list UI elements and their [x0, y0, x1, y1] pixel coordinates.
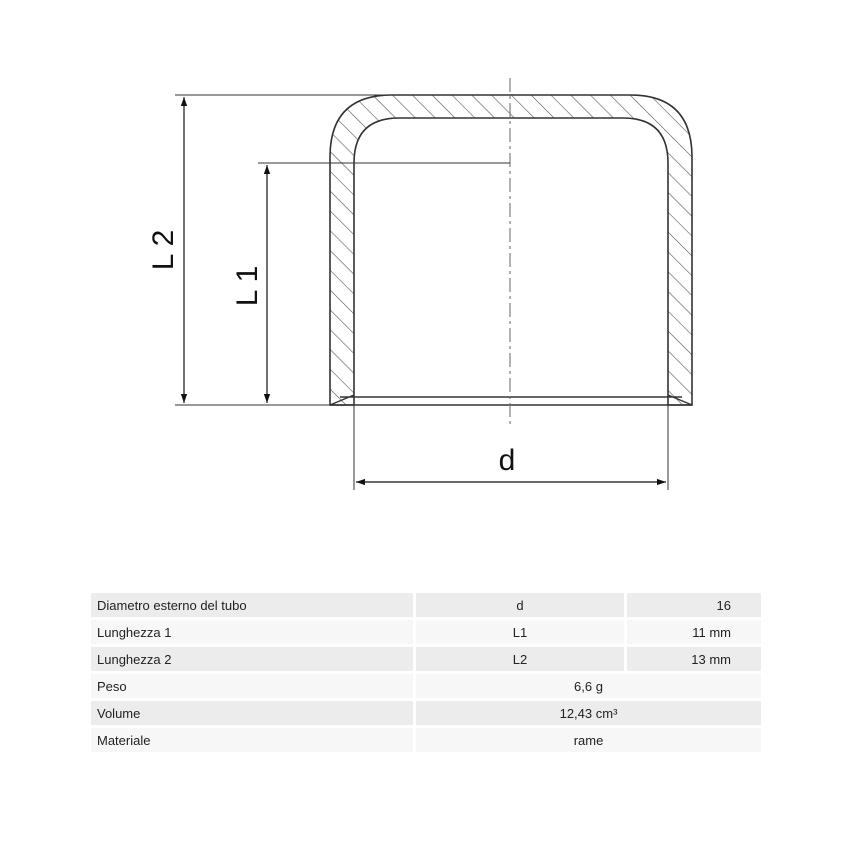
cap-bottom-rim	[330, 395, 692, 405]
spec-label: Diametro esterno del tubo	[91, 593, 413, 617]
table-row	[91, 701, 761, 725]
d-label: d	[498, 444, 516, 477]
table-row	[91, 674, 761, 698]
spec-symbol: L2	[416, 647, 624, 671]
table-row	[91, 593, 761, 617]
spec-label: Materiale	[91, 728, 413, 752]
spec-value: 6,6 g	[416, 674, 761, 698]
l1-label: L 1	[231, 265, 264, 307]
spec-value: 13 mm	[627, 647, 761, 671]
table-row	[91, 620, 761, 644]
spec-table	[88, 590, 764, 755]
spec-value: 16	[627, 593, 761, 617]
cap-wall-section	[330, 95, 692, 405]
table-row	[91, 728, 761, 752]
l2-label: L 2	[147, 229, 180, 271]
spec-value: rame	[416, 728, 761, 752]
spec-symbol: d	[416, 593, 624, 617]
spec-symbol: L1	[416, 620, 624, 644]
spec-label: Lunghezza 1	[91, 620, 413, 644]
table-row	[91, 647, 761, 671]
spec-label: Volume	[91, 701, 413, 725]
spec-label: Lunghezza 2	[91, 647, 413, 671]
spec-value: 12,43 cm³	[416, 701, 761, 725]
spec-value: 11 mm	[627, 620, 761, 644]
spec-label: Peso	[91, 674, 413, 698]
